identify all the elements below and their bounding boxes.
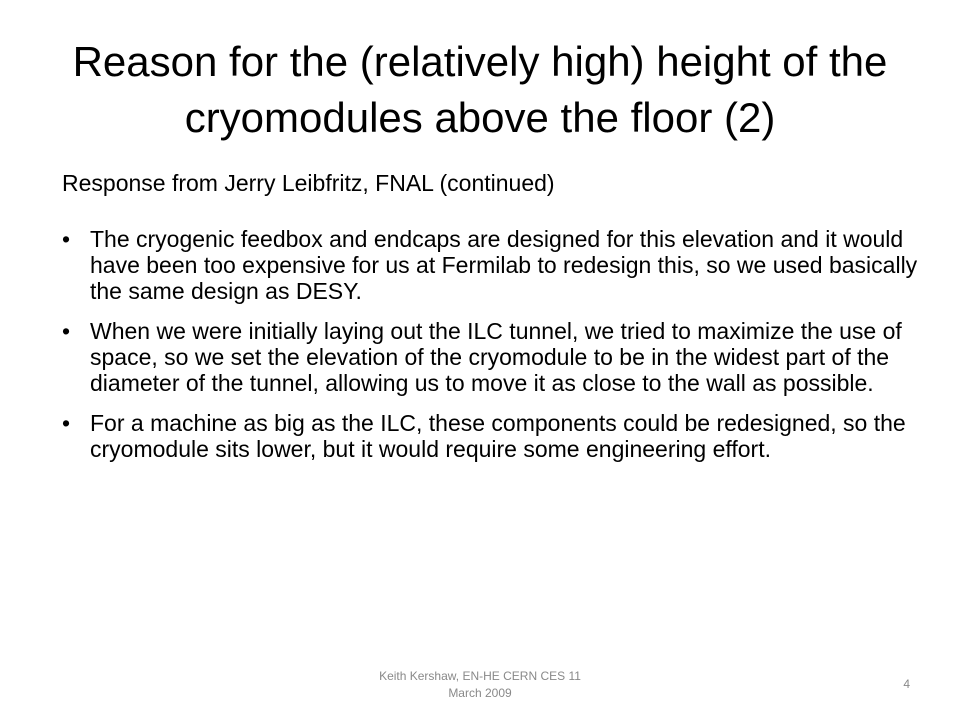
slide-title: Reason for the (relatively high) height of the cryomodules above the floor (2)	[72, 38, 888, 141]
slide-body	[62, 168, 922, 476]
bullet-icon: •	[62, 318, 71, 344]
footer-line-1: Keith Kershaw, EN-HE CERN CES 11	[379, 669, 581, 683]
bullet-item	[62, 410, 922, 462]
bullet-text: The cryogenic feedbox and endcaps are designed for this elevation and it would have been too expensive for us at Fermilab to redesign this, so we used basically the same design as DESY.	[90, 226, 918, 304]
page-number: 4	[903, 677, 910, 691]
bullet-item	[62, 318, 922, 396]
bullet-icon: •	[62, 410, 71, 436]
footer-line-2: March 2009	[448, 686, 512, 700]
slide-footer	[330, 668, 630, 702]
bullet-text: For a machine as big as the ILC, these components could be redesigned, so the cryomodule sits lower, but it would require some engineering effort.	[90, 410, 906, 462]
intro-text: Response from Jerry Leibfritz, FNAL (continued)	[62, 170, 555, 196]
bullet-list	[62, 226, 922, 462]
bullet-item	[62, 226, 922, 304]
bullet-text: When we were initially laying out the ILC tunnel, we tried to maximize the use of space, so we set the elevation of the cryomodule to be in the widest part of the diameter of the tunnel, allowing us to move it as close to the wall as possible.	[90, 318, 902, 396]
bullet-icon: •	[62, 226, 71, 252]
